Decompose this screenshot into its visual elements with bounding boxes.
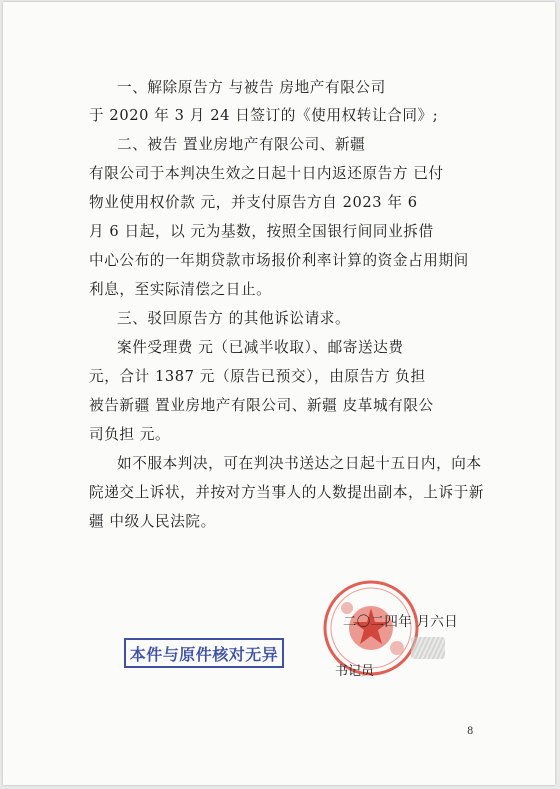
costs-line: 司负担 元。 (89, 426, 171, 443)
verification-stamp: 本件与原件核对无异 (124, 638, 284, 668)
signature-smudge (411, 637, 445, 659)
judgment-item-2-line: 中心公布的一年期贷款市场报价利率计算的资金占用期间 (89, 252, 469, 269)
judgment-item-2-line: 有限公司于本判决生效之日起十日内返还原告方 已付 (89, 165, 444, 182)
judgment-item-1-line: 于 2020 年 3 月 24 日签订的《使用权转让合同》; (89, 107, 439, 124)
appeal-line: 院递交上诉状，并按对方当事人的人数提出副本，上诉于新 (89, 484, 485, 501)
appeal-line: 疆 中级人民法院。 (89, 513, 216, 530)
judgment-item-2-line: 月 6 日起，以 元为基数，按照全国银行间同业拆借 (89, 223, 434, 240)
costs-line: 元，合计 1387 元（原告已预交），由原告方 负担 (89, 368, 426, 385)
judgment-date: 二〇二四年 月六日 (343, 614, 458, 630)
clerk-label: 书记员 (335, 664, 375, 679)
judgment-item-3-line: 三、驳回原告方 的其他诉讼请求。 (117, 310, 351, 327)
judgment-item-1-line: 一、解除原告方 与被告 房地产有限公司 (117, 79, 386, 96)
judgment-item-2-line: 利息，至实际清偿之日止。 (89, 281, 272, 298)
costs-line: 案件受理费 元（已减半收取）、邮寄送达费 (117, 339, 404, 356)
judgment-item-2-line: 二、被告 置业房地产有限公司、新疆 (117, 136, 366, 153)
page-number: 8 (467, 726, 474, 737)
appeal-line: 如不服本判决，可在判决书送达之日起十五日内，向本 (117, 455, 482, 472)
judgment-item-2-line: 物业使用权价款 元，并支付原告方自 2023 年 6 (89, 194, 418, 211)
document-page (3, 2, 555, 785)
costs-line: 被告新疆 置业房地产有限公司、新疆 皮革城有限公 (89, 397, 434, 414)
